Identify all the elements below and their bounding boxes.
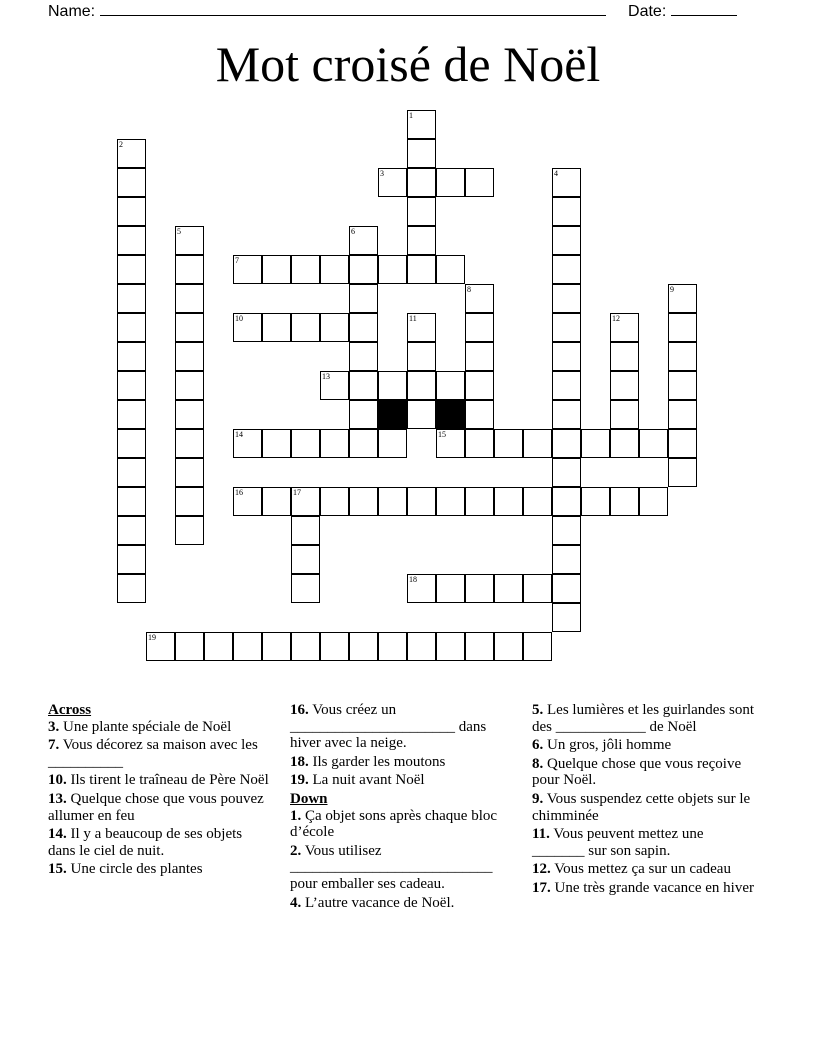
crossword-cell[interactable] xyxy=(581,487,610,516)
down-clue-list-continued xyxy=(532,702,756,897)
clue-number: 4 xyxy=(554,169,558,178)
crossword-cell[interactable] xyxy=(494,574,523,603)
clue-item xyxy=(532,880,756,897)
clue-num: 8. xyxy=(532,755,544,772)
crossword-cell[interactable] xyxy=(320,255,349,284)
crossword-cell[interactable] xyxy=(233,487,262,516)
crossword-cell[interactable] xyxy=(436,371,465,400)
clue-number: 19 xyxy=(148,633,156,642)
crossword-cell[interactable] xyxy=(465,168,494,197)
clue-num: 11. xyxy=(532,826,550,843)
crossword-cell[interactable] xyxy=(117,487,146,516)
crossword-cell[interactable] xyxy=(407,197,436,226)
crossword-cell[interactable] xyxy=(175,516,204,545)
clue-num: 13. xyxy=(48,790,67,807)
crossword-cell[interactable] xyxy=(668,400,697,429)
clue-num: 18. xyxy=(290,753,309,770)
crossword-cell[interactable] xyxy=(320,632,349,661)
clue-num: 2. xyxy=(290,842,302,859)
clue-num: 12. xyxy=(532,861,551,878)
crossword-cell[interactable] xyxy=(494,632,523,661)
clue-number: 18 xyxy=(409,575,417,584)
crossword-cell[interactable] xyxy=(436,429,465,458)
crossword-cell[interactable] xyxy=(552,545,581,574)
crossword-cell[interactable] xyxy=(407,139,436,168)
crossword-cell[interactable] xyxy=(262,313,291,342)
crossword-cell[interactable] xyxy=(407,574,436,603)
crossword-cell[interactable] xyxy=(552,284,581,313)
crossword-cell[interactable] xyxy=(523,632,552,661)
crossword-cell[interactable] xyxy=(436,168,465,197)
crossword-cell[interactable] xyxy=(320,429,349,458)
crossword-cell[interactable] xyxy=(552,429,581,458)
crossword-cell[interactable] xyxy=(552,197,581,226)
crossword-cell[interactable] xyxy=(378,371,407,400)
crossword-cell[interactable] xyxy=(320,371,349,400)
crossword-cell[interactable] xyxy=(349,226,378,255)
crossword-cell[interactable] xyxy=(175,342,204,371)
crossword-block xyxy=(378,400,407,429)
crossword-cell[interactable] xyxy=(465,487,494,516)
crossword-cell[interactable] xyxy=(407,632,436,661)
crossword-cell[interactable] xyxy=(494,429,523,458)
crossword-cell[interactable] xyxy=(552,574,581,603)
crossword-cell[interactable] xyxy=(668,342,697,371)
clue-number: 13 xyxy=(322,372,330,381)
crossword-cell[interactable] xyxy=(407,226,436,255)
crossword-cell[interactable] xyxy=(117,197,146,226)
clue-number: 7 xyxy=(235,256,239,265)
clue-num: 4. xyxy=(290,894,302,911)
clue-text: Vous suspendez cette objets sur le chimminée xyxy=(532,790,751,824)
down-heading: Down xyxy=(290,790,328,807)
clue-number: 9 xyxy=(670,285,674,294)
crossword-cell[interactable] xyxy=(552,516,581,545)
crossword-cell[interactable] xyxy=(175,429,204,458)
crossword-cell[interactable] xyxy=(465,284,494,313)
clue-text: Ils tirent le traîneau de Père Noël xyxy=(66,772,269,789)
crossword-cell[interactable] xyxy=(552,313,581,342)
clue-item xyxy=(532,826,756,859)
clue-text: L’autre vacance de Noël. xyxy=(301,894,455,911)
crossword-cell[interactable] xyxy=(552,371,581,400)
crossword-cell[interactable] xyxy=(523,429,552,458)
crossword-cell[interactable] xyxy=(639,429,668,458)
crossword-cell[interactable] xyxy=(494,487,523,516)
clue-number: 16 xyxy=(235,488,243,497)
clue-number: 12 xyxy=(612,314,620,323)
clue-num: 1. xyxy=(290,807,302,824)
crossword-block xyxy=(436,400,465,429)
clue-item xyxy=(48,772,270,789)
crossword-cell[interactable] xyxy=(465,574,494,603)
crossword-cell[interactable] xyxy=(117,458,146,487)
crossword-cell[interactable] xyxy=(465,632,494,661)
clue-num: 16. xyxy=(290,702,309,718)
clue-number: 5 xyxy=(177,227,181,236)
clue-item xyxy=(290,702,514,752)
crossword-cell[interactable] xyxy=(175,255,204,284)
clue-num: 10. xyxy=(48,772,67,789)
clue-num: 6. xyxy=(532,737,544,754)
clue-number: 6 xyxy=(351,227,355,236)
crossword-cell[interactable] xyxy=(465,371,494,400)
crossword-cell[interactable] xyxy=(349,284,378,313)
across-column xyxy=(48,702,270,880)
crossword-cell[interactable] xyxy=(407,255,436,284)
clue-text: Vous décorez sa maison avec les __________ xyxy=(48,737,258,770)
crossword-cell[interactable] xyxy=(407,400,436,429)
crossword-cell[interactable] xyxy=(552,400,581,429)
clue-num: 9. xyxy=(532,790,544,807)
clue-item xyxy=(48,826,270,859)
crossword-cell[interactable] xyxy=(262,429,291,458)
across-clue-list xyxy=(48,719,270,878)
crossword-cell[interactable] xyxy=(349,400,378,429)
crossword-cell[interactable] xyxy=(320,487,349,516)
crossword-cell[interactable] xyxy=(668,313,697,342)
crossword-cell[interactable] xyxy=(610,342,639,371)
clue-item xyxy=(290,895,514,912)
crossword-cell[interactable] xyxy=(117,226,146,255)
crossword-cell[interactable] xyxy=(668,458,697,487)
clue-item xyxy=(532,791,756,824)
crossword-cell[interactable] xyxy=(378,255,407,284)
clue-text: Vous utilisez ___________________________ pour emballer ses cadeau. xyxy=(290,842,493,892)
page-title: Mot croisé de Noël xyxy=(215,36,601,92)
down-clue-list xyxy=(290,808,514,912)
crossword-cell[interactable] xyxy=(610,313,639,342)
clue-text: Une circle des plantes xyxy=(66,861,203,878)
crossword-cell[interactable] xyxy=(175,632,204,661)
clue-num: 15. xyxy=(48,861,67,878)
crossword-cell[interactable] xyxy=(117,139,146,168)
crossword-cell[interactable] xyxy=(552,603,581,632)
crossword-cell[interactable] xyxy=(175,226,204,255)
clue-text: Une plante spéciale de Noël xyxy=(59,718,232,735)
clue-text: Ils garder les moutons xyxy=(308,753,446,770)
crossword-cell[interactable] xyxy=(378,487,407,516)
crossword-cell[interactable] xyxy=(668,429,697,458)
clue-item xyxy=(290,772,514,789)
crossword-cell[interactable] xyxy=(291,574,320,603)
clue-item xyxy=(290,754,514,771)
clue-text: Ça objet sons après chaque bloc d’école xyxy=(290,807,498,841)
clue-text: Une très grande vacance en hiver xyxy=(550,879,754,896)
crossword-cell[interactable] xyxy=(291,487,320,516)
name-label: Name: xyxy=(48,3,96,20)
crossword-cell[interactable] xyxy=(523,574,552,603)
clue-text: Vous créez un ______________________ dans hiver avec la neige. xyxy=(290,702,487,752)
crossword-cell[interactable] xyxy=(465,342,494,371)
crossword-cell[interactable] xyxy=(378,168,407,197)
clue-item xyxy=(532,756,756,789)
crossword-cell[interactable] xyxy=(175,371,204,400)
clue-item xyxy=(290,808,514,841)
clue-item xyxy=(48,719,270,736)
crossword-cell[interactable] xyxy=(552,342,581,371)
crossword-cell[interactable] xyxy=(465,400,494,429)
crossword-cell[interactable] xyxy=(175,400,204,429)
crossword-cell[interactable] xyxy=(407,371,436,400)
crossword-cell[interactable] xyxy=(291,516,320,545)
crossword-cell[interactable] xyxy=(291,545,320,574)
crossword-cell[interactable] xyxy=(117,168,146,197)
clue-text: Vous peuvent mettez une _______ sur son sapin. xyxy=(532,826,704,859)
clue-text: Quelque chose que vous pouvez allumer en feu xyxy=(48,790,264,824)
clue-text: Il y a beaucoup de ses objets dans le ciel de nuit. xyxy=(48,826,243,859)
across-clue-list-continued xyxy=(290,702,514,789)
crossword-cell[interactable] xyxy=(117,284,146,313)
clue-number: 2 xyxy=(119,140,123,149)
crossword-cell[interactable] xyxy=(117,313,146,342)
clue-column-2 xyxy=(290,702,514,913)
clue-item xyxy=(48,737,270,770)
crossword-cell[interactable] xyxy=(349,371,378,400)
crossword-cell[interactable] xyxy=(233,429,262,458)
crossword-cell[interactable] xyxy=(436,487,465,516)
crossword-cell[interactable] xyxy=(291,255,320,284)
crossword-cell[interactable] xyxy=(233,313,262,342)
crossword-cell[interactable] xyxy=(436,632,465,661)
crossword-cell[interactable] xyxy=(581,429,610,458)
crossword-cell[interactable] xyxy=(552,226,581,255)
crossword-cell[interactable] xyxy=(175,487,204,516)
crossword-cell[interactable] xyxy=(233,255,262,284)
crossword-cell[interactable] xyxy=(204,632,233,661)
across-heading: Across xyxy=(48,702,92,718)
clue-num: 14. xyxy=(48,826,67,843)
crossword-cell[interactable] xyxy=(407,313,436,342)
crossword-cell[interactable] xyxy=(262,255,291,284)
crossword-cell[interactable] xyxy=(552,168,581,197)
crossword-cell[interactable] xyxy=(117,545,146,574)
crossword-cell[interactable] xyxy=(117,429,146,458)
crossword-cell[interactable] xyxy=(465,429,494,458)
crossword-cell[interactable] xyxy=(552,487,581,516)
crossword-cell[interactable] xyxy=(117,371,146,400)
crossword-cell[interactable] xyxy=(436,574,465,603)
crossword-cell[interactable] xyxy=(175,458,204,487)
clue-number: 15 xyxy=(438,430,446,439)
clue-number: 8 xyxy=(467,285,471,294)
clue-text: La nuit avant Noël xyxy=(308,772,425,789)
crossword-cell[interactable] xyxy=(378,632,407,661)
clue-number: 1 xyxy=(409,111,413,120)
crossword-cell[interactable] xyxy=(639,487,668,516)
crossword-cell[interactable] xyxy=(349,429,378,458)
clue-num: 3. xyxy=(48,718,60,735)
crossword-cell[interactable] xyxy=(407,487,436,516)
clue-number: 14 xyxy=(235,430,243,439)
clue-text: Un gros, jôli homme xyxy=(543,737,672,754)
clue-item xyxy=(532,861,756,878)
date-label: Date: xyxy=(628,3,667,20)
crossword-cell[interactable] xyxy=(523,487,552,516)
crossword-cell[interactable] xyxy=(552,458,581,487)
crossword-cell[interactable] xyxy=(349,313,378,342)
crossword-cell[interactable] xyxy=(465,313,494,342)
crossword-cell[interactable] xyxy=(349,255,378,284)
crossword-cell[interactable] xyxy=(262,487,291,516)
crossword-cell[interactable] xyxy=(291,313,320,342)
clue-item xyxy=(48,791,270,824)
crossword-cell[interactable] xyxy=(117,255,146,284)
crossword-cell[interactable] xyxy=(610,487,639,516)
clue-number: 17 xyxy=(293,488,301,497)
clue-item xyxy=(48,861,270,878)
clue-text: Quelque chose que vous reçoive pour Noël. xyxy=(532,755,742,789)
clue-num: 5. xyxy=(532,702,544,718)
crossword-cell[interactable] xyxy=(262,632,291,661)
clue-text: Les lumières et les guirlandes sont des ____________ de Noël xyxy=(532,702,755,735)
crossword-cell[interactable] xyxy=(349,342,378,371)
crossword-cell[interactable] xyxy=(233,632,262,661)
crossword-cell[interactable] xyxy=(291,632,320,661)
clue-column-3 xyxy=(532,702,756,899)
crossword-cell[interactable] xyxy=(117,400,146,429)
crossword-cell[interactable] xyxy=(291,429,320,458)
clue-num: 19. xyxy=(290,772,309,789)
crossword-cell[interactable] xyxy=(407,110,436,139)
crossword-cell[interactable] xyxy=(349,487,378,516)
crossword-cell[interactable] xyxy=(610,371,639,400)
crossword-cell[interactable] xyxy=(175,284,204,313)
crossword-cell[interactable] xyxy=(610,429,639,458)
crossword-cell[interactable] xyxy=(117,574,146,603)
clue-num: 7. xyxy=(48,737,60,754)
crossword-cell[interactable] xyxy=(407,342,436,371)
crossword-cell[interactable] xyxy=(349,632,378,661)
crossword-cell[interactable] xyxy=(378,429,407,458)
clue-number: 11 xyxy=(409,314,417,323)
clue-item xyxy=(532,737,756,754)
clue-number: 10 xyxy=(235,314,243,323)
crossword-cell[interactable] xyxy=(610,400,639,429)
crossword-cell[interactable] xyxy=(552,255,581,284)
crossword-cell[interactable] xyxy=(668,284,697,313)
clue-item xyxy=(290,843,514,893)
clue-num: 17. xyxy=(532,879,551,896)
crossword-cell[interactable] xyxy=(117,342,146,371)
crossword-cell[interactable] xyxy=(146,632,175,661)
crossword-cell[interactable] xyxy=(320,313,349,342)
clue-number: 3 xyxy=(380,169,384,178)
clue-item xyxy=(532,702,756,735)
clue-text: Vous mettez ça sur un cadeau xyxy=(550,861,731,878)
crossword-cell[interactable] xyxy=(436,255,465,284)
crossword-cell[interactable] xyxy=(407,168,436,197)
crossword-cell[interactable] xyxy=(668,371,697,400)
crossword-cell[interactable] xyxy=(117,516,146,545)
crossword-cell[interactable] xyxy=(175,313,204,342)
